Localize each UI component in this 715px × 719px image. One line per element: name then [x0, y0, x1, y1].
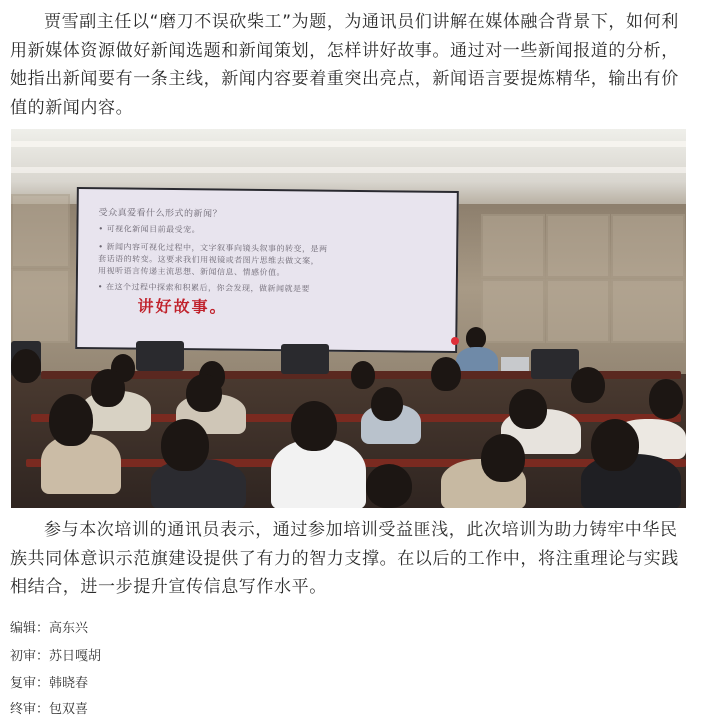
article-paragraph-2: 参与本次培训的通讯员表示，通过参加培训受益匪浅，此次培训为助力铸牢中华民族共同体意识示范旗建设提供了有力的智力支撑。在以后的工作中，将注重理论与实践相结合，进一步提升宣传信息写作水平。 — [10, 520, 679, 597]
slide-line: 受众真爱看什么形式的新闻？ — [98, 208, 223, 220]
credit-first-review — [10, 645, 101, 664]
credit-label: 编辑： — [10, 621, 50, 636]
article-paragraph-1: 贾雪副主任以“磨刀不误砍柴工”为题，为通讯员们讲解在媒体融合背景下，如何利用新媒体资源做好新闻选题和新闻策划，怎样讲好故事。通过对一些新闻报道的分析，她指出新闻要有一条主线，新闻内容要着重突出亮点，新闻语言要提炼精华，输出有价值的新闻内容。 — [10, 12, 679, 118]
credit-value: 韩晓春 — [49, 676, 89, 691]
credit-editor — [10, 617, 88, 636]
credit-final-review — [10, 698, 88, 717]
slide-line: 用视听语言传递主流思想、新闻信息、情感价值。 — [97, 266, 286, 278]
credit-value: 高东兴 — [49, 621, 89, 636]
credit-label: 初审： — [10, 649, 50, 664]
credit-value: 苏日嘎胡 — [49, 649, 102, 664]
credit-label: 复审： — [10, 676, 50, 691]
projector-screen — [75, 187, 459, 353]
slide-line: • 可视化新闻目前最受宠。 — [98, 224, 201, 235]
credit-label: 终审： — [10, 702, 50, 717]
slide-line: • 在这个过程中探索和积累后，你会发现，做新闻就是要 — [97, 282, 311, 294]
credit-value: 包双喜 — [49, 702, 89, 717]
speaker-head — [466, 327, 486, 349]
slide-headline: 讲好故事。 — [137, 296, 228, 317]
credit-second-review — [10, 672, 88, 691]
slide-line: 套话语的转变。这要求我们用视镜或者图片思维去做文案， — [98, 254, 320, 266]
training-session-photo — [11, 129, 686, 508]
slide-line: • 新闻内容可视化过程中，文字叙事向镜头叙事的转变，是两 — [98, 242, 328, 254]
